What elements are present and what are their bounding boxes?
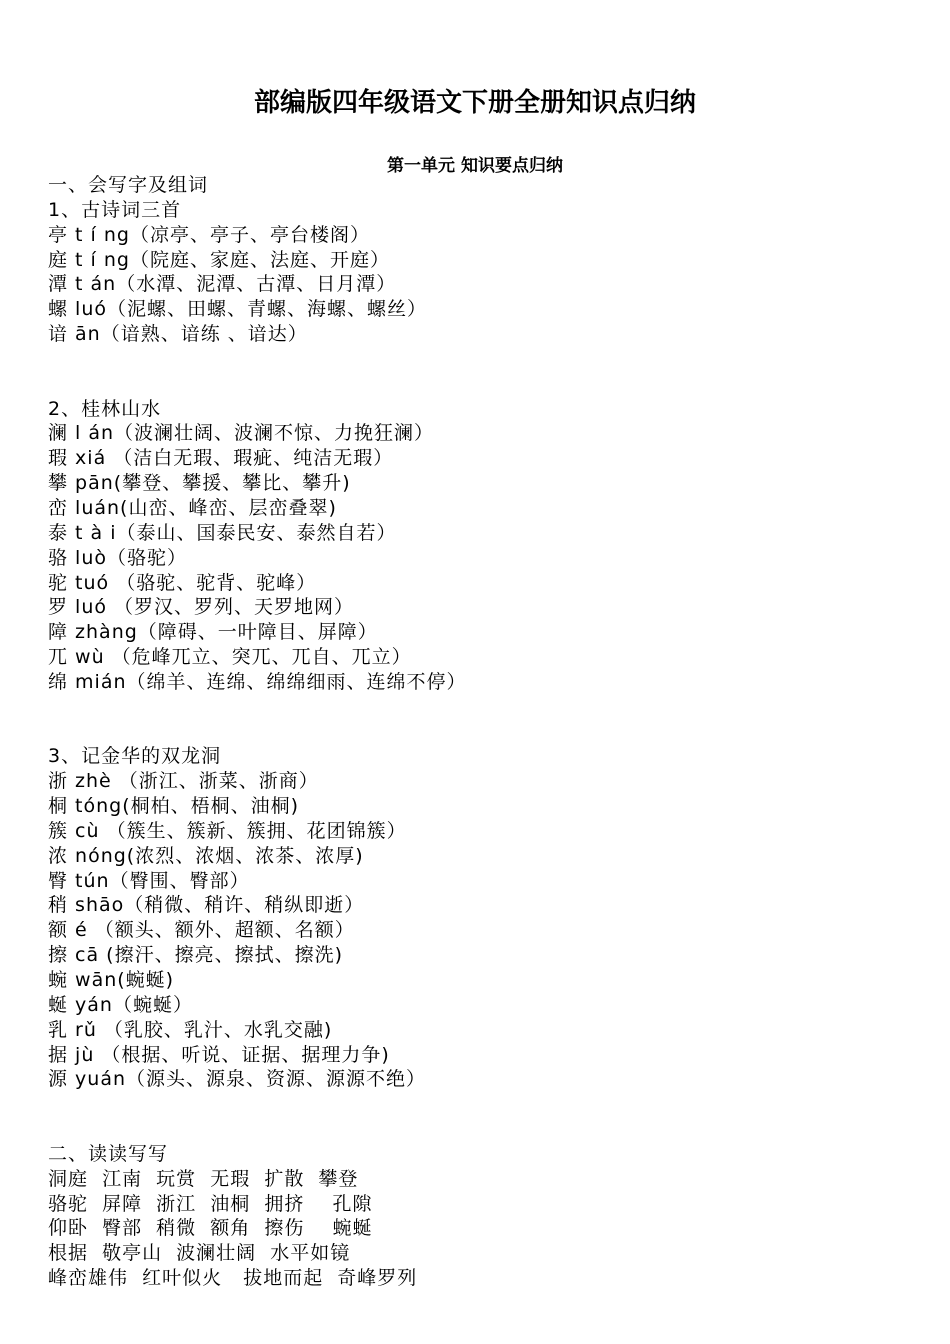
vocab-entry: 罗 luó （罗汉、罗列、天罗地网） bbox=[48, 596, 355, 619]
vocab-entry: 稍 shāo（稍微、稍许、稍纵即逝） bbox=[48, 894, 365, 917]
word-row: 洞庭 江南 玩赏 无瑕 扩散 攀登 bbox=[48, 1167, 359, 1190]
vocab-entry: 谙 ān（谙熟、谙练 、谙达） bbox=[48, 323, 308, 346]
vocab-entry: 峦 luán(山峦、峰峦、层峦叠翠) bbox=[48, 496, 337, 519]
vocab-entry: 障 zhàng（障碍、一叶障目、屏障） bbox=[48, 621, 378, 644]
word-row: 根据 敬亭山 波澜壮阔 水平如镜 bbox=[48, 1242, 351, 1265]
vocab-entry: 螺 luó（泥螺、田螺、青螺、海螺、螺丝） bbox=[48, 298, 427, 321]
unit-heading: 第一单元 知识要点归纳 bbox=[387, 156, 563, 176]
vocab-entry: 簇 cù （簇生、簇新、簇拥、花团锦簇） bbox=[48, 819, 407, 842]
vocab-entry: 臀 tún（臀围、臀部） bbox=[48, 869, 250, 892]
vocab-entry: 乳 rǔ （乳胶、乳汁、水乳交融) bbox=[48, 1018, 333, 1041]
vocab-entry: 瑕 xiá （洁白无瑕、瑕疵、纯洁无瑕） bbox=[48, 447, 394, 470]
lesson-title: 2、桂林山水 bbox=[48, 397, 162, 420]
spacer bbox=[48, 347, 908, 397]
vocab-entry: 澜 l án（波澜壮阔、波澜不惊、力挽狂澜） bbox=[48, 422, 435, 445]
vocab-entry: 攀 pān(攀登、攀援、攀比、攀升) bbox=[48, 472, 351, 495]
vocab-entry: 泰 t à i（泰山、国泰民安、泰然自若） bbox=[48, 521, 397, 544]
section-heading: 一、会写字及组词 bbox=[48, 174, 209, 196]
vocab-entry: 据 jù （根据、听说、证据、据理力争) bbox=[48, 1043, 390, 1066]
vocab-entry: 浙 zhè （浙江、浙菜、浙商） bbox=[48, 770, 319, 793]
vocab-entry: 擦 cā (擦汗、擦亮、擦拭、擦洗) bbox=[48, 944, 343, 967]
word-row: 骆驼 屏障 浙江 油桐 拥挤 孔隙 bbox=[48, 1192, 373, 1215]
document-title: 部编版四年级语文下册全册知识点归纳 bbox=[253, 88, 696, 118]
vocab-entry: 庭 t í ng（院庭、家庭、法庭、开庭） bbox=[48, 248, 390, 271]
vocab-entry: 骆 luò（骆驼） bbox=[48, 546, 187, 569]
vocab-entry: 潭 t án（水潭、泥潭、古潭、日月潭） bbox=[48, 273, 397, 296]
word-row: 峰峦雄伟 红叶似火 拔地而起 奇峰罗列 bbox=[48, 1267, 418, 1290]
spacer bbox=[48, 1092, 908, 1142]
vocab-entry: 驼 tuó （骆驼、驼背、驼峰） bbox=[48, 571, 317, 594]
vocab-entry: 桐 tóng(桐柏、梧桐、油桐) bbox=[48, 795, 300, 818]
vocab-entry: 源 yuán（源头、源泉、资源、源源不绝） bbox=[48, 1068, 427, 1091]
word-row: 仰卧 臀部 稍微 额角 擦伤 蜿蜒 bbox=[48, 1217, 373, 1240]
vocab-entry: 蜒 yán（蜿蜒） bbox=[48, 993, 193, 1016]
vocab-entry: 兀 wù （危峰兀立、突兀、兀自、兀立） bbox=[48, 646, 412, 669]
vocab-entry: 蜿 wān(蜿蜒) bbox=[48, 969, 175, 991]
spacer bbox=[48, 695, 908, 745]
vocab-entry: 绵 mián（绵羊、连绵、绵绵细雨、连绵不停） bbox=[48, 670, 467, 693]
vocab-entry: 浓 nóng(浓烈、浓烟、浓茶、浓厚) bbox=[48, 844, 364, 867]
lesson-title: 1、古诗词三首 bbox=[48, 198, 182, 221]
document-body bbox=[48, 173, 908, 1291]
section-heading: 二、读读写写 bbox=[48, 1142, 169, 1165]
vocab-entry: 额 é （额头、额外、超额、名额） bbox=[48, 919, 355, 942]
lesson-title: 3、记金华的双龙洞 bbox=[48, 745, 222, 768]
vocab-entry: 亭 t í ng（凉亭、亭子、亭台楼阁） bbox=[48, 223, 370, 246]
